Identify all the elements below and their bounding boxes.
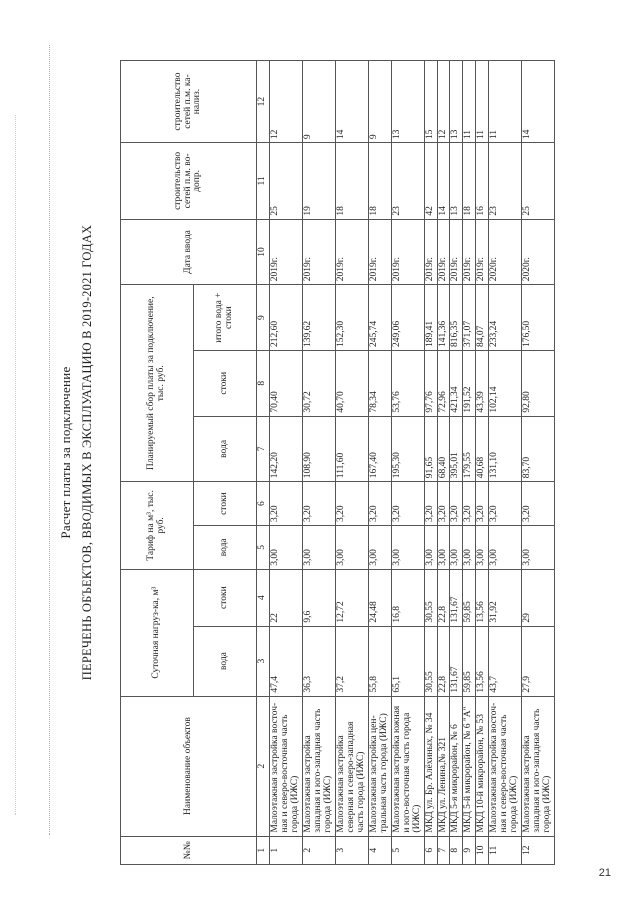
object-name: МКД 5-я микрорайон, № 6 [450, 696, 463, 836]
sewer-network-length: 12 [269, 61, 302, 143]
row-number: 4 [368, 836, 391, 864]
table-row [437, 61, 450, 865]
fee-sewer: 72,96 [437, 350, 450, 416]
scan-artifact-line [49, 45, 50, 835]
fee-water: 91,65 [424, 416, 437, 482]
commission-date: 2019г. [335, 219, 368, 285]
header-sewer-network: строительство сетей п.м. ка-нализ. [121, 61, 257, 143]
load-sewer: 22 [269, 569, 302, 626]
tariff-sewer: 3,20 [450, 482, 463, 526]
column-index-cell: 9 [257, 285, 270, 351]
load-sewer: 131,67 [450, 569, 463, 626]
object-name: Малоэтажная застройка цен-тральная часть города (ИЖС) [368, 696, 391, 836]
table-row [269, 61, 302, 865]
table-row [450, 61, 463, 865]
sewer-network-length: 15 [424, 61, 437, 143]
fee-water: 195,30 [391, 416, 424, 482]
load-sewer: 12,72 [335, 569, 368, 626]
row-number: 10 [476, 836, 489, 864]
commission-date: 2019г. [391, 219, 424, 285]
row-number: 12 [522, 836, 555, 864]
sewer-network-length: 14 [522, 61, 555, 143]
load-water: 13,56 [476, 626, 489, 696]
fee-water: 167,40 [368, 416, 391, 482]
header-tariff: Тариф на м³, тыс. руб. [121, 482, 194, 570]
tariff-water: 3,00 [522, 525, 555, 569]
sewer-network-length: 13 [450, 61, 463, 143]
commission-date: 2019г. [476, 219, 489, 285]
commission-date: 2019г. [463, 219, 476, 285]
column-index-cell: 1 [257, 836, 270, 864]
water-network-length: 18 [463, 143, 476, 220]
column-index-cell: 3 [257, 626, 270, 696]
row-number: 3 [335, 836, 368, 864]
header-name: Наименование объектов [121, 696, 257, 836]
column-index-cell: 10 [257, 219, 270, 285]
document-title: Расчет платы за подключение [58, 366, 73, 539]
fee-sewer: 78,34 [368, 350, 391, 416]
load-water: 47,4 [269, 626, 302, 696]
fee-water: 142,20 [269, 416, 302, 482]
fee-total: 233,24 [489, 285, 522, 351]
water-network-length: 18 [368, 143, 391, 220]
load-water: 37,2 [335, 626, 368, 696]
load-sewer: 16,8 [391, 569, 424, 626]
fee-total: 141,36 [437, 285, 450, 351]
header-water-network: строительство сетей п.м. во-допр. [121, 143, 257, 220]
tariff-sewer: 3,20 [335, 482, 368, 526]
object-name: Малоэтажная застройка западная и юго-западная часть города (ИЖС) [302, 696, 335, 836]
table-row [368, 61, 391, 865]
column-index-cell: 8 [257, 350, 270, 416]
load-sewer: 31,92 [489, 569, 522, 626]
object-name: Малоэтажная застройка восточ-ная и северо-восточная часть города (ИЖС) [269, 696, 302, 836]
water-network-length: 23 [391, 143, 424, 220]
load-sewer: 30,55 [424, 569, 437, 626]
commission-date: 2019г. [437, 219, 450, 285]
row-number: 7 [437, 836, 450, 864]
column-index-cell: 4 [257, 569, 270, 626]
fee-water: 40,68 [476, 416, 489, 482]
header-load-water: вода [194, 626, 257, 696]
sewer-network-length: 9 [302, 61, 335, 143]
table-row [302, 61, 335, 865]
fee-sewer: 53,76 [391, 350, 424, 416]
table-row [522, 61, 555, 865]
table-body [269, 61, 554, 865]
column-index-cell: 11 [257, 143, 270, 220]
table-row [424, 61, 437, 865]
header-fee-water: вода [194, 416, 257, 482]
load-sewer: 24,48 [368, 569, 391, 626]
header-fee: Планируемый сбор платы за подключение, тыс. руб. [121, 285, 194, 482]
row-number: 2 [302, 836, 335, 864]
load-water: 30,55 [424, 626, 437, 696]
fee-total: 152,30 [335, 285, 368, 351]
tariff-water: 3,00 [476, 525, 489, 569]
header-load: Суточная нагруз-ка, м³ [121, 569, 194, 696]
tariff-sewer: 3,20 [302, 482, 335, 526]
tariff-water: 3,00 [437, 525, 450, 569]
row-number: 5 [391, 836, 424, 864]
sewer-network-length: 9 [368, 61, 391, 143]
load-water: 22,8 [437, 626, 450, 696]
commission-date: 2019г. [424, 219, 437, 285]
tariff-sewer: 3,20 [489, 482, 522, 526]
water-network-length: 25 [522, 143, 555, 220]
sewer-network-length: 12 [437, 61, 450, 143]
fee-total: 816,35 [450, 285, 463, 351]
load-sewer: 9,6 [302, 569, 335, 626]
header-row [121, 61, 194, 865]
sewer-network-length: 13 [391, 61, 424, 143]
tariff-water: 3,00 [269, 525, 302, 569]
tariff-sewer: 3,20 [368, 482, 391, 526]
water-network-length: 25 [269, 143, 302, 220]
tariff-water: 3,00 [391, 525, 424, 569]
tariff-water: 3,00 [463, 525, 476, 569]
water-network-length: 18 [335, 143, 368, 220]
header-tariff-sewer: стоки [194, 482, 257, 526]
sewer-network-length: 11 [476, 61, 489, 143]
fee-total: 249,06 [391, 285, 424, 351]
fee-total: 371,07 [463, 285, 476, 351]
fee-water: 131,10 [489, 416, 522, 482]
commission-date: 2020г. [522, 219, 555, 285]
fee-total: 245,74 [368, 285, 391, 351]
tariff-water: 3,00 [335, 525, 368, 569]
load-sewer: 13,56 [476, 569, 489, 626]
fee-sewer: 102,14 [489, 350, 522, 416]
row-number: 8 [450, 836, 463, 864]
commission-date: 2019г. [450, 219, 463, 285]
column-index-cell: 7 [257, 416, 270, 482]
commission-date: 2020г. [489, 219, 522, 285]
fee-water: 108,90 [302, 416, 335, 482]
row-number: 9 [463, 836, 476, 864]
water-network-length: 14 [437, 143, 450, 220]
fee-water: 111,60 [335, 416, 368, 482]
fee-water: 83,70 [522, 416, 555, 482]
fee-total: 84,07 [476, 285, 489, 351]
tariff-water: 3,00 [424, 525, 437, 569]
scan-artifact-line [15, 115, 16, 815]
fee-sewer: 92,80 [522, 350, 555, 416]
load-water: 59,85 [463, 626, 476, 696]
fee-water: 68,40 [437, 416, 450, 482]
object-name: Малоэтажная застройка восточ-ная и северо-восточная часть города (ИЖС) [489, 696, 522, 836]
header-tariff-water: вода [194, 525, 257, 569]
load-sewer: 29 [522, 569, 555, 626]
header-num: №№ [121, 836, 257, 864]
water-network-length: 13 [450, 143, 463, 220]
table-row [335, 61, 368, 865]
table-row [476, 61, 489, 865]
water-network-length: 23 [489, 143, 522, 220]
fee-sewer: 43,39 [476, 350, 489, 416]
fee-sewer: 421,34 [450, 350, 463, 416]
document-subtitle: ПЕРЕЧЕНЬ ОБЪЕКТОВ, ВВОДИМЫХ В ЭКСПЛУАТАЦИЮ В 2019-2021 ГОДАХ [80, 224, 94, 681]
row-number: 1 [269, 836, 302, 864]
water-network-length: 16 [476, 143, 489, 220]
load-water: 27,9 [522, 626, 555, 696]
column-index-row [257, 61, 270, 865]
fee-total: 176,50 [522, 285, 555, 351]
table-row [489, 61, 522, 865]
tariff-water: 3,00 [368, 525, 391, 569]
load-sewer: 22,8 [437, 569, 450, 626]
object-name: Малоэтажная застройка западная и юго-западная часть города (ИЖС) [522, 696, 555, 836]
load-sewer: 59,85 [463, 569, 476, 626]
load-water: 43,7 [489, 626, 522, 696]
fee-sewer: 97,76 [424, 350, 437, 416]
commission-date: 2019г. [269, 219, 302, 285]
tariff-sewer: 3,20 [463, 482, 476, 526]
fee-total: 189,41 [424, 285, 437, 351]
column-index-cell: 12 [257, 61, 270, 143]
sewer-network-length: 11 [489, 61, 522, 143]
load-water: 55,8 [368, 626, 391, 696]
fee-sewer: 30,72 [302, 350, 335, 416]
load-water: 65,1 [391, 626, 424, 696]
fee-water: 179,55 [463, 416, 476, 482]
load-water: 131,67 [450, 626, 463, 696]
header-load-sewer: стоки [194, 569, 257, 626]
table-row [391, 61, 424, 865]
column-index-cell: 2 [257, 696, 270, 836]
page-number: 21 [598, 867, 611, 879]
object-name: МКД ул. Ленина,№ 321 [437, 696, 450, 836]
column-index-cell: 5 [257, 525, 270, 569]
objects-table [120, 60, 555, 865]
tariff-sewer: 3,20 [437, 482, 450, 526]
commission-date: 2019г. [302, 219, 335, 285]
water-network-length: 42 [424, 143, 437, 220]
row-number: 6 [424, 836, 437, 864]
row-number: 11 [489, 836, 522, 864]
fee-sewer: 191,52 [463, 350, 476, 416]
sewer-network-length: 11 [463, 61, 476, 143]
header-fee-sewer: стоки [194, 350, 257, 416]
fee-total: 139,62 [302, 285, 335, 351]
header-fee-total: итого вода + стоки [194, 285, 257, 351]
water-network-length: 19 [302, 143, 335, 220]
load-water: 36,3 [302, 626, 335, 696]
object-name: МКД 10-й микрорайон, № 53 [476, 696, 489, 836]
table-row [463, 61, 476, 865]
object-name: МКД 5-й микрорайон, № 6 "А" [463, 696, 476, 836]
tariff-sewer: 3,20 [522, 482, 555, 526]
fee-total: 212,60 [269, 285, 302, 351]
column-index-cell: 6 [257, 482, 270, 526]
object-name: МКД ул. Бр. Алёхиных, № 34 [424, 696, 437, 836]
tariff-water: 3,00 [450, 525, 463, 569]
tariff-sewer: 3,20 [476, 482, 489, 526]
object-name: Малоэтажная застройка северная и северо-западная часть города (ИЖС) [335, 696, 368, 836]
commission-date: 2019г. [368, 219, 391, 285]
fee-sewer: 40,70 [335, 350, 368, 416]
object-name: Малоэтажная застройка южная и юго-восточная часть города (ИЖС) [391, 696, 424, 836]
tariff-sewer: 3,20 [391, 482, 424, 526]
tariff-sewer: 3,20 [269, 482, 302, 526]
header-date: Дата ввода [121, 219, 257, 285]
tariff-water: 3,00 [302, 525, 335, 569]
fee-sewer: 70,40 [269, 350, 302, 416]
tariff-water: 3,00 [489, 525, 522, 569]
fee-water: 395,01 [450, 416, 463, 482]
tariff-sewer: 3,20 [424, 482, 437, 526]
sewer-network-length: 14 [335, 61, 368, 143]
